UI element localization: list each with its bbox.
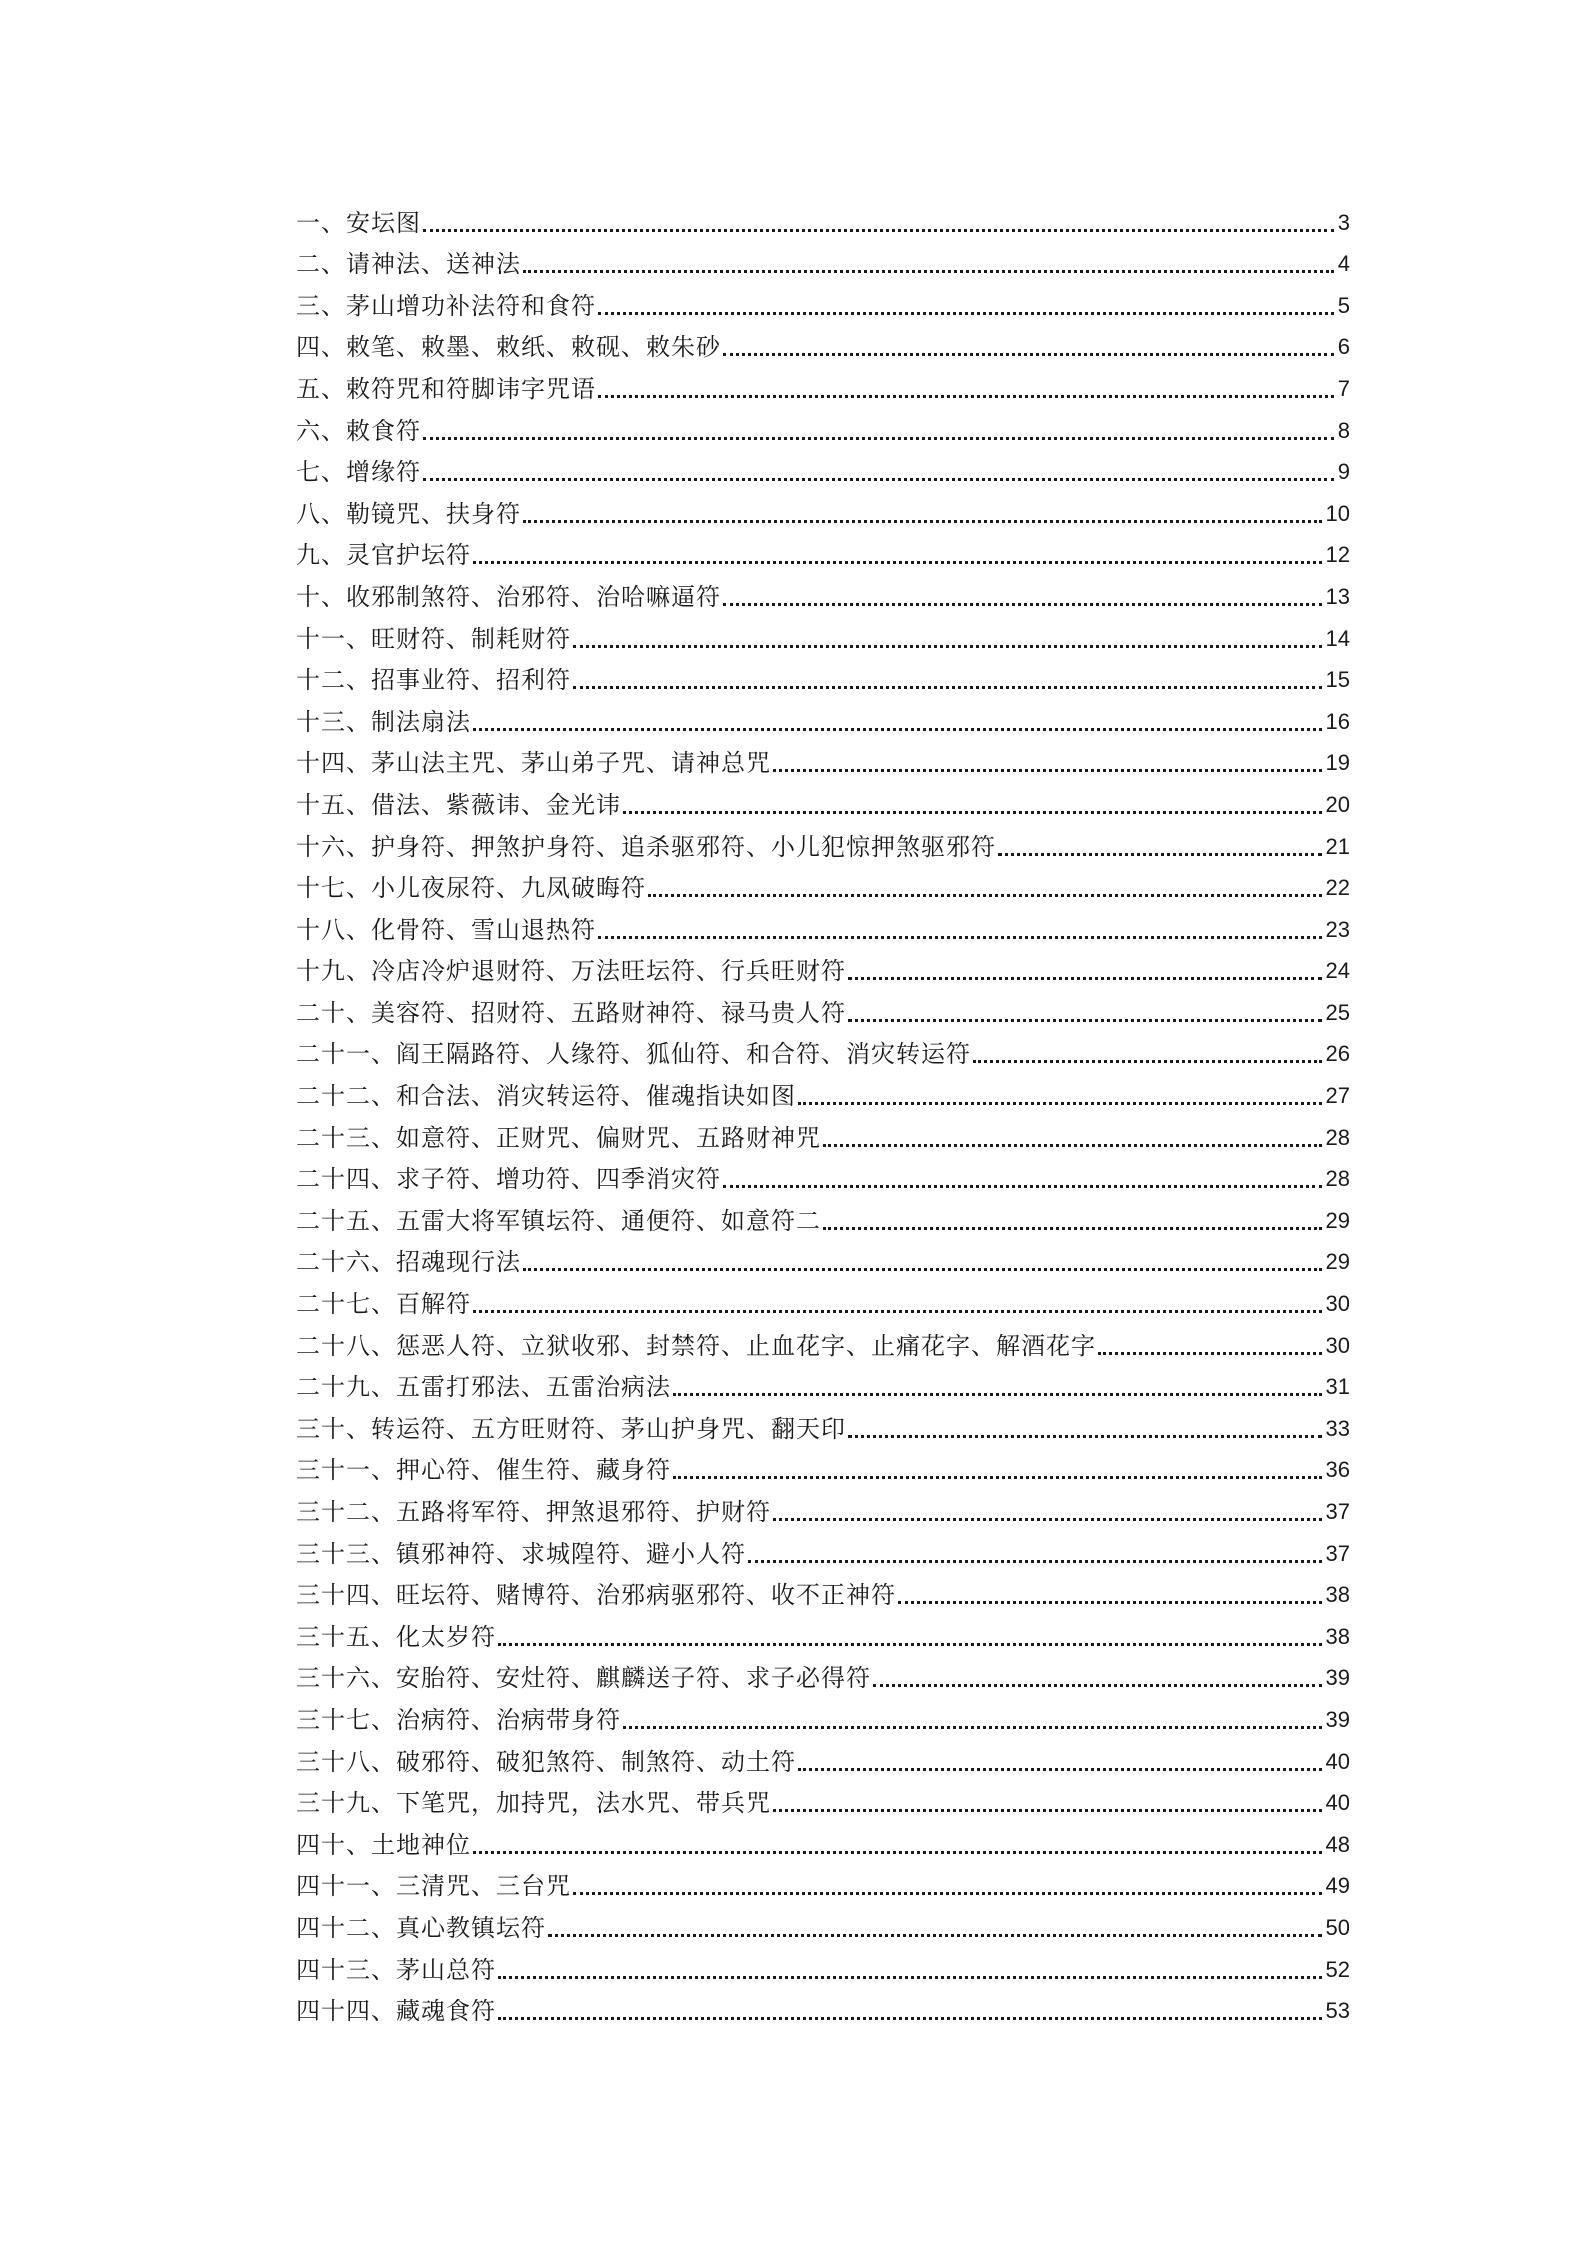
toc-entry[interactable] bbox=[296, 1818, 1350, 1860]
dot-leader bbox=[573, 645, 1322, 648]
toc-entry-title: 四、敕笔、敕墨、敕纸、敕砚、敕朱砂 bbox=[296, 333, 721, 362]
toc-entry-page-number: 6 bbox=[1337, 334, 1350, 360]
toc-entry-title: 三十五、化太岁符 bbox=[296, 1622, 496, 1651]
toc-entry-page-number: 24 bbox=[1325, 958, 1350, 984]
toc-entry[interactable] bbox=[296, 1943, 1350, 1985]
toc-entry[interactable] bbox=[296, 1610, 1350, 1652]
toc-entry[interactable] bbox=[296, 1361, 1350, 1403]
toc-entry-title: 十三、制法扇法 bbox=[296, 707, 471, 736]
toc-entry-title: 二、请神法、送神法 bbox=[296, 250, 521, 279]
toc-entry[interactable] bbox=[296, 862, 1350, 904]
toc-entry-page-number: 10 bbox=[1325, 500, 1350, 526]
toc-entry-page-number: 40 bbox=[1325, 1748, 1350, 1774]
toc-entry-title: 三十三、镇邪神符、求城隍符、避小人符 bbox=[296, 1539, 746, 1568]
dot-leader bbox=[773, 769, 1322, 772]
toc-entry-title: 七、增缘符 bbox=[296, 458, 421, 487]
dot-leader bbox=[498, 1643, 1322, 1646]
dot-leader bbox=[473, 1310, 1322, 1313]
toc-entry[interactable] bbox=[296, 1194, 1350, 1236]
toc-entry-title: 四十二、真心教镇坛符 bbox=[296, 1913, 546, 1942]
toc-entry-title: 一、安坛图 bbox=[296, 208, 421, 237]
toc-entry[interactable] bbox=[296, 1069, 1350, 1111]
toc-entry-page-number: 37 bbox=[1325, 1499, 1350, 1524]
dot-leader bbox=[773, 1809, 1322, 1812]
toc-entry[interactable] bbox=[296, 529, 1350, 571]
dot-leader bbox=[473, 728, 1322, 731]
dot-leader bbox=[598, 936, 1322, 939]
dot-leader bbox=[773, 1518, 1322, 1521]
toc-entry-page-number: 28 bbox=[1325, 1124, 1350, 1150]
toc-entry-page-number: 20 bbox=[1325, 791, 1350, 817]
toc-entry-page-number: 8 bbox=[1337, 417, 1350, 443]
toc-entry-page-number: 31 bbox=[1325, 1374, 1350, 1400]
dot-leader bbox=[748, 1560, 1322, 1563]
dot-leader bbox=[673, 1393, 1322, 1396]
toc-entry-page-number: 19 bbox=[1325, 750, 1350, 776]
dot-leader bbox=[498, 2017, 1322, 2020]
toc-entry-title: 十二、招事业符、招利符 bbox=[296, 666, 571, 695]
toc-entry-page-number: 26 bbox=[1325, 1041, 1350, 1067]
toc-entry[interactable] bbox=[296, 1735, 1350, 1777]
dot-leader bbox=[523, 1268, 1322, 1271]
toc-entry[interactable] bbox=[296, 612, 1350, 654]
toc-entry-page-number: 15 bbox=[1325, 667, 1350, 693]
toc-entry[interactable] bbox=[296, 1028, 1350, 1070]
dot-leader bbox=[898, 1601, 1322, 1604]
dot-leader bbox=[473, 1851, 1322, 1854]
dot-leader bbox=[723, 603, 1322, 606]
dot-leader bbox=[798, 1768, 1322, 1771]
dot-leader bbox=[573, 1892, 1322, 1895]
dot-leader bbox=[848, 1019, 1322, 1022]
dot-leader bbox=[998, 853, 1322, 856]
toc-entry-title: 十四、茅山法主咒、茅山弟子咒、请神总咒 bbox=[296, 749, 771, 778]
toc-entry[interactable] bbox=[296, 279, 1350, 321]
toc-entry-page-number: 38 bbox=[1325, 1623, 1350, 1649]
toc-entry-page-number: 39 bbox=[1325, 1665, 1350, 1691]
toc-entry-page-number: 30 bbox=[1325, 1332, 1350, 1358]
toc-entry-title: 三十四、旺坛符、赌博符、治邪病驱邪符、收不正神符 bbox=[296, 1581, 896, 1610]
toc-entry-page-number: 5 bbox=[1337, 292, 1350, 318]
toc-entry-title: 十九、冷店冷炉退财符、万法旺坛符、行兵旺财符 bbox=[296, 957, 846, 986]
toc-entry[interactable] bbox=[296, 362, 1350, 404]
toc-entry-page-number: 3 bbox=[1337, 209, 1350, 235]
toc-entry[interactable] bbox=[296, 1901, 1350, 1943]
dot-leader bbox=[498, 1976, 1322, 1979]
dot-leader bbox=[623, 1726, 1322, 1729]
dot-leader bbox=[648, 894, 1322, 897]
toc-entry[interactable] bbox=[296, 654, 1350, 696]
toc-entry[interactable] bbox=[296, 695, 1350, 737]
toc-entry-title: 八、勒镜咒、扶身符 bbox=[296, 499, 521, 528]
toc-entry[interactable] bbox=[296, 321, 1350, 363]
dot-leader bbox=[723, 1185, 1322, 1188]
dot-leader bbox=[573, 686, 1322, 689]
toc-entry-title: 十八、化骨符、雪山退热符 bbox=[296, 915, 596, 944]
dot-leader bbox=[623, 811, 1322, 814]
toc-entry[interactable] bbox=[296, 238, 1350, 280]
toc-entry[interactable] bbox=[296, 1652, 1350, 1694]
dot-leader bbox=[523, 270, 1334, 273]
toc-entry-page-number: 9 bbox=[1337, 459, 1350, 485]
toc-entry-page-number: 21 bbox=[1325, 833, 1350, 859]
toc-entry-page-number: 13 bbox=[1325, 583, 1350, 609]
toc-entry[interactable] bbox=[296, 986, 1350, 1028]
toc-entry-title: 三十七、治病符、治病带身符 bbox=[296, 1705, 621, 1734]
toc-entry-title: 二十五、五雷大将军镇坛符、通便符、如意符二 bbox=[296, 1206, 821, 1235]
toc-entry-title: 二十一、阎王隔路符、人缘符、狐仙符、和合符、消灾转运符 bbox=[296, 1040, 971, 1069]
toc-entry-title: 三、茅山增功补法符和食符 bbox=[296, 291, 596, 320]
toc-entry[interactable] bbox=[296, 1444, 1350, 1486]
toc-entry-title: 三十九、下笔咒，加持咒，法水咒、带兵咒 bbox=[296, 1789, 771, 1818]
toc-entry-page-number: 23 bbox=[1325, 916, 1350, 942]
toc-entry-title: 二十九、五雷打邪法、五雷治病法 bbox=[296, 1373, 671, 1402]
toc-entry-page-number: 50 bbox=[1325, 1914, 1350, 1940]
toc-entry[interactable] bbox=[296, 1153, 1350, 1195]
toc-entry-page-number: 16 bbox=[1325, 708, 1350, 734]
dot-leader bbox=[548, 1934, 1322, 1937]
toc-entry[interactable] bbox=[296, 945, 1350, 987]
toc-entry[interactable] bbox=[296, 1985, 1350, 2027]
toc-entry[interactable] bbox=[296, 1860, 1350, 1902]
toc-entry-page-number: 36 bbox=[1325, 1457, 1350, 1483]
toc-entry[interactable] bbox=[296, 1693, 1350, 1735]
toc-entry-title: 二十八、惩恶人符、立狱收邪、封禁符、止血花字、止痛花字、解酒花字 bbox=[296, 1331, 1096, 1360]
toc-entry[interactable] bbox=[296, 1569, 1350, 1611]
dot-leader bbox=[523, 520, 1322, 523]
toc-entry-title: 三十六、安胎符、安灶符、麒麟送子符、求子必得符 bbox=[296, 1664, 871, 1693]
toc-entry-page-number: 27 bbox=[1325, 1083, 1350, 1109]
toc-entry-title: 十、收邪制煞符、治邪符、治哈嘛逼符 bbox=[296, 582, 721, 611]
toc-entry-title: 四十一、三清咒、三台咒 bbox=[296, 1872, 571, 1901]
toc-entry[interactable] bbox=[296, 1111, 1350, 1153]
dot-leader bbox=[723, 353, 1334, 356]
toc-entry-page-number: 14 bbox=[1325, 625, 1350, 651]
dot-leader bbox=[423, 478, 1334, 481]
toc-entry-title: 四十四、藏魂食符 bbox=[296, 1997, 496, 2026]
toc-entry-page-number: 30 bbox=[1325, 1291, 1350, 1317]
dot-leader bbox=[873, 1684, 1322, 1687]
toc-entry-title: 二十、美容符、招财符、五路财神符、禄马贵人符 bbox=[296, 998, 846, 1027]
dot-leader bbox=[823, 1144, 1322, 1147]
dot-leader bbox=[848, 1435, 1322, 1438]
toc-entry-title: 四十、土地神位 bbox=[296, 1830, 471, 1859]
toc-entry[interactable] bbox=[296, 820, 1350, 862]
toc-entry-page-number: 49 bbox=[1325, 1873, 1350, 1899]
table-of-contents bbox=[296, 196, 1350, 2026]
dot-leader bbox=[473, 561, 1322, 564]
toc-entry-title: 二十三、如意符、正财咒、偏财咒、五路财神咒 bbox=[296, 1123, 821, 1152]
toc-entry-page-number: 52 bbox=[1325, 1956, 1350, 1982]
toc-entry[interactable] bbox=[296, 196, 1350, 238]
toc-entry-title: 十六、护身符、押煞护身符、追杀驱邪符、小儿犯惊押煞驱邪符 bbox=[296, 832, 996, 861]
toc-entry-title: 二十四、求子符、增功符、四季消灾符 bbox=[296, 1165, 721, 1194]
dot-leader bbox=[423, 229, 1334, 232]
toc-entry-title: 三十、转运符、五方旺财符、茅山护身咒、翻天印 bbox=[296, 1414, 846, 1443]
toc-entry-title: 五、敕符咒和符脚讳字咒语 bbox=[296, 374, 596, 403]
toc-entry-page-number: 48 bbox=[1325, 1831, 1350, 1857]
toc-entry-page-number: 12 bbox=[1325, 542, 1350, 568]
dot-leader bbox=[973, 1060, 1322, 1063]
toc-entry[interactable] bbox=[296, 1777, 1350, 1819]
toc-entry-page-number: 28 bbox=[1325, 1166, 1350, 1192]
toc-entry-page-number: 39 bbox=[1325, 1706, 1350, 1732]
toc-entry[interactable] bbox=[296, 1277, 1350, 1319]
toc-entry[interactable] bbox=[296, 1527, 1350, 1569]
toc-entry-page-number: 4 bbox=[1337, 251, 1350, 277]
toc-entry-page-number: 25 bbox=[1325, 999, 1350, 1025]
toc-entry-title: 十一、旺财符、制耗财符 bbox=[296, 624, 571, 653]
dot-leader bbox=[823, 1227, 1322, 1230]
toc-entry[interactable] bbox=[296, 487, 1350, 529]
toc-entry-page-number: 38 bbox=[1325, 1582, 1350, 1608]
toc-entry-page-number: 37 bbox=[1325, 1540, 1350, 1566]
toc-entry-title: 二十六、招魂现行法 bbox=[296, 1248, 521, 1277]
toc-entry[interactable] bbox=[296, 1402, 1350, 1444]
toc-entry-title: 九、灵官护坛符 bbox=[296, 541, 471, 570]
toc-entry-title: 六、敕食符 bbox=[296, 416, 421, 445]
toc-entry[interactable] bbox=[296, 1236, 1350, 1278]
dot-leader bbox=[673, 1476, 1322, 1479]
toc-entry-title: 三十八、破邪符、破犯煞符、制煞符、动土符 bbox=[296, 1747, 796, 1776]
toc-entry-title: 四十三、茅山总符 bbox=[296, 1955, 496, 1984]
dot-leader bbox=[598, 312, 1334, 315]
toc-entry-title: 二十二、和合法、消灾转运符、催魂指诀如图 bbox=[296, 1082, 796, 1111]
toc-entry-page-number: 53 bbox=[1325, 1998, 1350, 2024]
dot-leader bbox=[798, 1102, 1322, 1105]
toc-entry-page-number: 29 bbox=[1325, 1207, 1350, 1233]
toc-entry[interactable] bbox=[296, 446, 1350, 488]
toc-entry[interactable] bbox=[296, 903, 1350, 945]
toc-entry[interactable] bbox=[296, 404, 1350, 446]
toc-entry-page-number: 22 bbox=[1325, 875, 1350, 901]
toc-entry[interactable] bbox=[296, 570, 1350, 612]
toc-entry-page-number: 40 bbox=[1325, 1790, 1350, 1816]
toc-entry-title: 十七、小儿夜尿符、九凤破晦符 bbox=[296, 874, 646, 903]
dot-leader bbox=[423, 437, 1334, 440]
dot-leader bbox=[1098, 1352, 1322, 1355]
toc-entry-page-number: 33 bbox=[1325, 1415, 1350, 1441]
toc-entry-title: 二十七、百解符 bbox=[296, 1290, 471, 1319]
dot-leader bbox=[598, 395, 1334, 398]
toc-entry-page-number: 7 bbox=[1337, 375, 1350, 401]
toc-entry-page-number: 29 bbox=[1325, 1249, 1350, 1275]
toc-entry-title: 三十一、押心符、催生符、藏身符 bbox=[296, 1456, 671, 1485]
dot-leader bbox=[848, 977, 1322, 980]
toc-entry-title: 三十二、五路将军符、押煞退邪符、护财符 bbox=[296, 1498, 771, 1526]
toc-entry[interactable] bbox=[296, 1485, 1350, 1527]
toc-entry-title: 十五、借法、紫薇讳、金光讳 bbox=[296, 790, 621, 819]
toc-entry[interactable] bbox=[296, 1319, 1350, 1361]
toc-entry[interactable] bbox=[296, 737, 1350, 779]
toc-entry[interactable] bbox=[296, 778, 1350, 820]
